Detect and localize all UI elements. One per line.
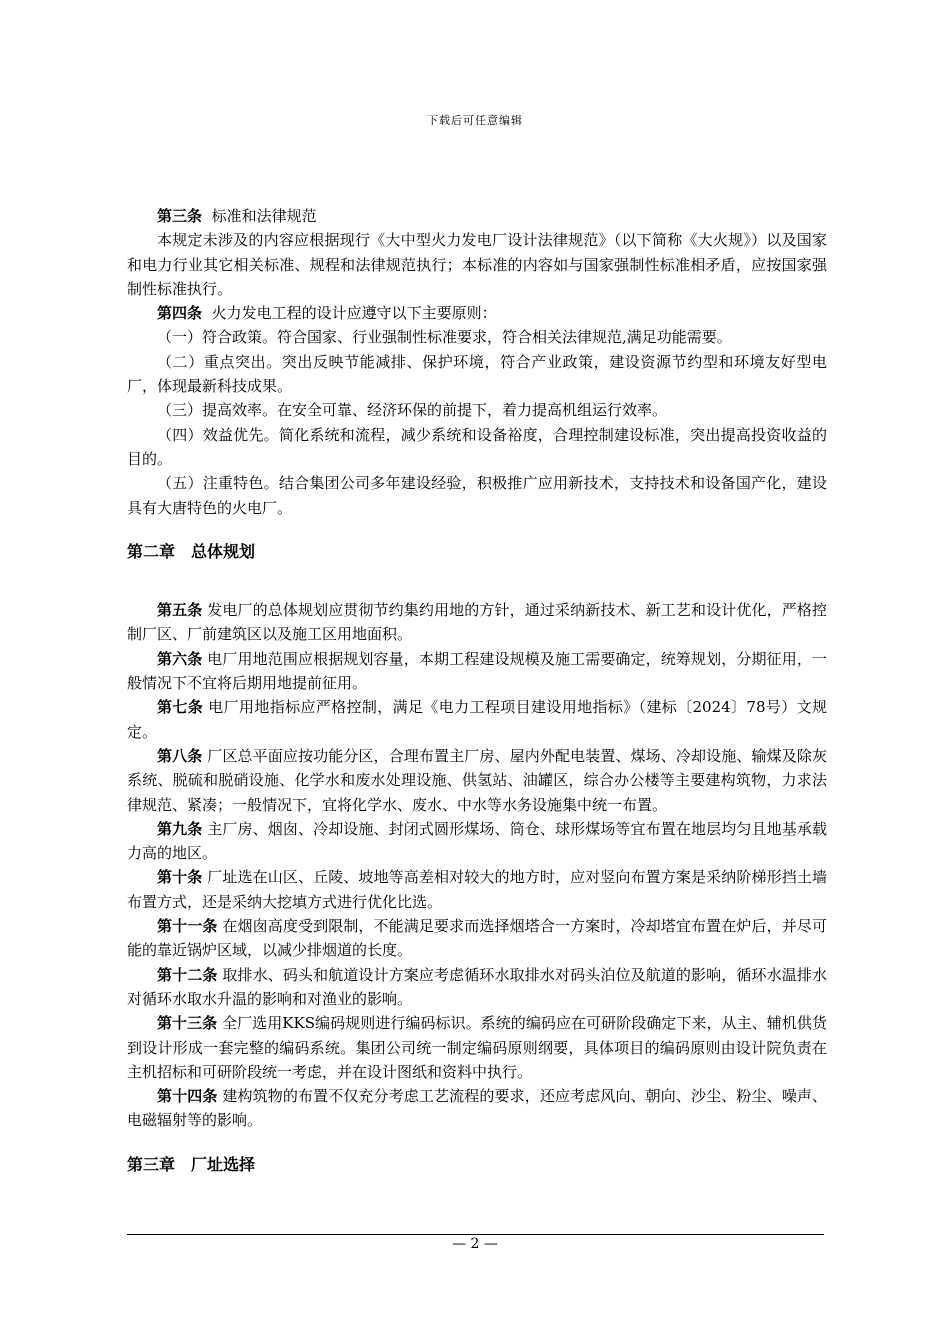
article-text: 厂区总平面应按功能分区，合理布置主厂房、屋内外配电装置、煤场、冷却设施、输煤及除灰系统、脱硫和脱硝设施、化学水和废水处理设施、供氢站、油罐区，综合办公楼等主要建构筑物，力求法律规范、紧凑；一般情况下，宜将化学水、废水、中水等水务设施集中统一布置。	[127, 746, 827, 814]
article-text: 电厂用地指标应严格控制，满足《电力工程项目建设用地指标》（建标〔2024〕78号）文规定。	[127, 698, 827, 741]
article-9	[127, 817, 827, 866]
article-text: 主厂房、烟囱、冷却设施、封闭式圆形煤场、筒仓、球形煤场等宜布置在地层均匀且地基承载力高的地区。	[127, 819, 827, 863]
header-note: 下载后可任意编辑	[427, 114, 523, 127]
article-label: 第十四条	[157, 1087, 218, 1106]
article-10	[127, 865, 827, 914]
article-text: 电厂用地范围应根据规划容量，本期工程建设规模及施工需要确定，统筹规划，分期征用，一般情况下不宜将后期用地提前征用。	[127, 649, 827, 693]
article-text: 全厂选用KKS编码规则进行编码标识。系统的编码应在可研阶段确定下来，从主、辅机供货到设计形成一套完整的编码系统。集团公司统一制定编码原则纲要，具体项目的编码原则由设计院负责在主机招标和可研阶段统一考虑，并在设计图纸和资料中执行。	[127, 1014, 827, 1081]
article-12	[127, 963, 827, 1012]
principle-item: （四）效益优先。简化系统和流程，减少系统和设备裕度，合理控制建设标准，突出提高投资收益的目的。	[127, 425, 827, 468]
article-13	[127, 1011, 827, 1084]
article-4	[127, 301, 827, 325]
article-title: 标准和法律规范	[211, 207, 317, 225]
principle-item: （五）注重特色。结合集团公司多年建设经验，积极推广应用新技术，支持技术和设备国产化，建设具有大唐特色的火电厂。	[127, 474, 827, 517]
principle-item: （一）符合政策。符合国家、行业强制性标准要求，符合相关法律规范,满足功能需要。	[157, 328, 732, 347]
article-label: 第九条	[157, 819, 203, 838]
article-label: 第十三条	[157, 1014, 218, 1033]
article-text: 建构筑物的布置不仅充分考虑工艺流程的要求，还应考虑风向、朝向、沙尘、粉尘、噪声、电磁辐射等的影响。	[127, 1087, 827, 1130]
article-text: 在烟囱高度受到限制，不能满足要求而选择烟塔合一方案时，冷却塔宜布置在炉后，并尽可能的靠近锅炉区域，以减少排烟道的长度。	[127, 917, 827, 960]
article-6	[127, 647, 827, 696]
article-label: 第八条	[157, 746, 203, 765]
article-label: 第五条	[157, 601, 203, 620]
article-text: 厂址选在山区、丘陵、坡地等高差相对较大的地方时，应对竖向布置方案是采纳阶梯形挡土墙布置方式，还是采纳大挖填方式进行优化比选。	[127, 868, 827, 911]
principle-item: （三）提高效率。在安全可靠、经济环保的前提下，着力提高机组运行效率。	[157, 401, 668, 420]
article-text: 发电厂的总体规划应贯彻节约集约用地的方针，通过采纳新技术、新工艺和设计优化，严格控制厂区、厂前建筑区以及施工区用地面积。	[127, 601, 827, 644]
article-14	[127, 1084, 827, 1133]
article-3-body: 本规定未涉及的内容应根据现行《大中型火力发电厂设计法律规范》（以下简称《大火规》）以及国家和电力行业其它相关标准、规程和法律规范执行；本标准的内容如与国家强制性标准相矛盾，应按国家强制性标准执行。	[127, 231, 827, 298]
article-label: 第十条	[157, 868, 203, 887]
article-7	[127, 695, 827, 744]
article-label: 第七条	[157, 698, 204, 717]
principle-item: （二）重点突出。突出反映节能减排、保护环境，符合产业政策，建设资源节约型和环境友好型电厂，体现最新科技成果。	[127, 352, 827, 396]
chapter-heading: 第三章 厂址选择	[127, 1154, 256, 1174]
footer-divider	[127, 1234, 824, 1235]
article-5	[127, 598, 827, 647]
article-label: 第六条	[157, 649, 203, 668]
article-8	[127, 744, 827, 817]
chapter-heading: 第二章 总体规划	[127, 541, 256, 561]
document-body	[127, 204, 827, 1177]
article-text: 火力发电工程的设计应遵守以下主要原则：	[211, 304, 497, 323]
article-text: 取排水、码头和航道设计方案应考虑循环水取排水对码头泊位及航道的影响，循环水温排水对循环水取水升温的影响和对渔业的影响。	[127, 965, 827, 1008]
article-label: 第三条	[157, 207, 203, 225]
article-3-heading	[127, 204, 827, 228]
page-number: — 2 —	[452, 1236, 498, 1252]
article-label: 第十二条	[157, 965, 218, 984]
article-11	[127, 914, 827, 963]
article-label: 第十一条	[157, 917, 218, 936]
article-label: 第四条	[157, 304, 203, 323]
